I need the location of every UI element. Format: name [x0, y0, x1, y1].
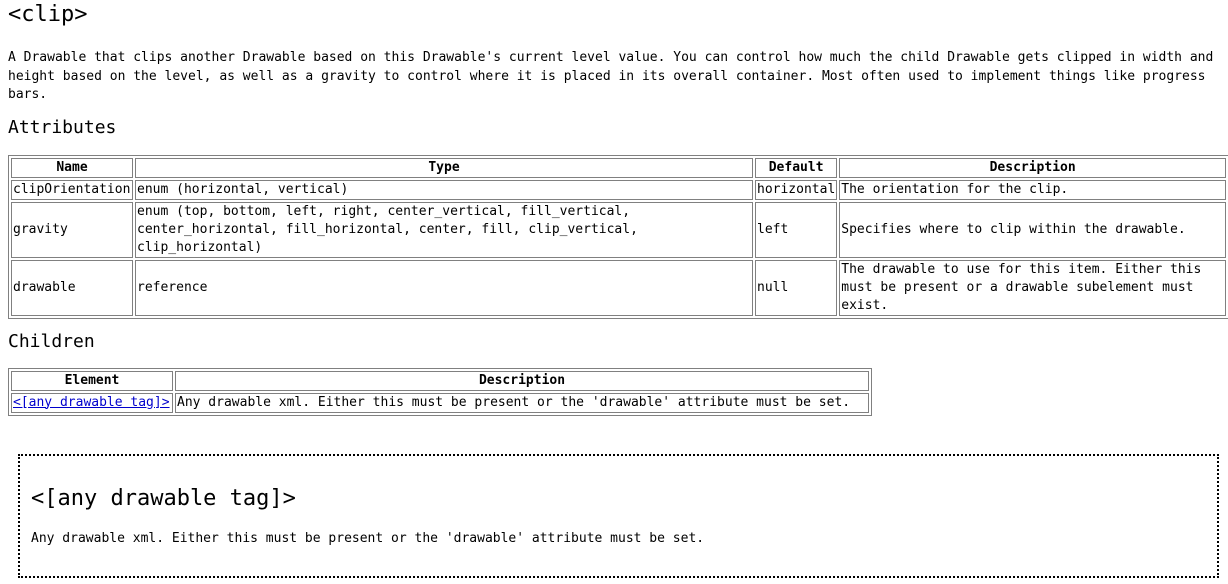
- attr-description: The orientation for the clip.: [839, 180, 1226, 200]
- attributes-table: [8, 155, 1228, 319]
- column-header-name: Name: [11, 158, 133, 178]
- attr-type: enum (horizontal, vertical): [135, 180, 753, 200]
- table-row: [11, 202, 1226, 258]
- children-heading: Children: [8, 330, 95, 352]
- attr-description: The drawable to use for this item. Either this must be present or a drawable subelement must exist.: [839, 260, 1226, 316]
- attr-name: clipOrientation: [11, 180, 133, 200]
- attributes-heading: Attributes: [8, 116, 117, 138]
- children-header-row: [11, 371, 869, 391]
- child-description: Any drawable xml. Either this must be present or the 'drawable' attribute must be set.: [175, 393, 869, 413]
- attributes-header-row: [11, 158, 1226, 178]
- attr-default: null: [755, 260, 837, 316]
- child-detail-text: Any drawable xml. Either this must be present or the 'drawable' attribute must be set.: [31, 531, 705, 546]
- intro-paragraph: A Drawable that clips another Drawable based on this Drawable's current level value. You can control how much the child Drawable gets clipped in width and height based on the level, as well as a gravity to control where it is placed in its overall container. Most often used to implement things like progress bars.: [8, 50, 1214, 102]
- column-header-description: Description: [175, 371, 869, 391]
- child-detail-box: [18, 454, 1219, 578]
- page-title: <clip>: [8, 2, 88, 27]
- child-element-cell: [11, 393, 173, 413]
- column-header-type: Type: [135, 158, 753, 178]
- column-header-default: Default: [755, 158, 837, 178]
- attr-default: horizontal: [755, 180, 837, 200]
- attr-name: gravity: [11, 202, 133, 258]
- table-row: [11, 393, 869, 413]
- attr-type: enum (top, bottom, left, right, center_vertical, fill_vertical, center_horizontal, fill_horizontal, center, fill, clip_vertical, clip_horizontal): [135, 202, 753, 258]
- children-table: [8, 368, 872, 416]
- attr-default: left: [755, 202, 837, 258]
- attr-name: drawable: [11, 260, 133, 316]
- column-header-description: Description: [839, 158, 1226, 178]
- child-element-link[interactable]: <[any drawable tag]>: [13, 394, 170, 410]
- table-row: [11, 260, 1226, 316]
- attr-type: reference: [135, 260, 753, 316]
- column-header-element: Element: [11, 371, 173, 391]
- attr-description: Specifies where to clip within the drawable.: [839, 202, 1226, 258]
- child-detail-title: <[any drawable tag]>: [31, 486, 296, 511]
- table-row: [11, 180, 1226, 200]
